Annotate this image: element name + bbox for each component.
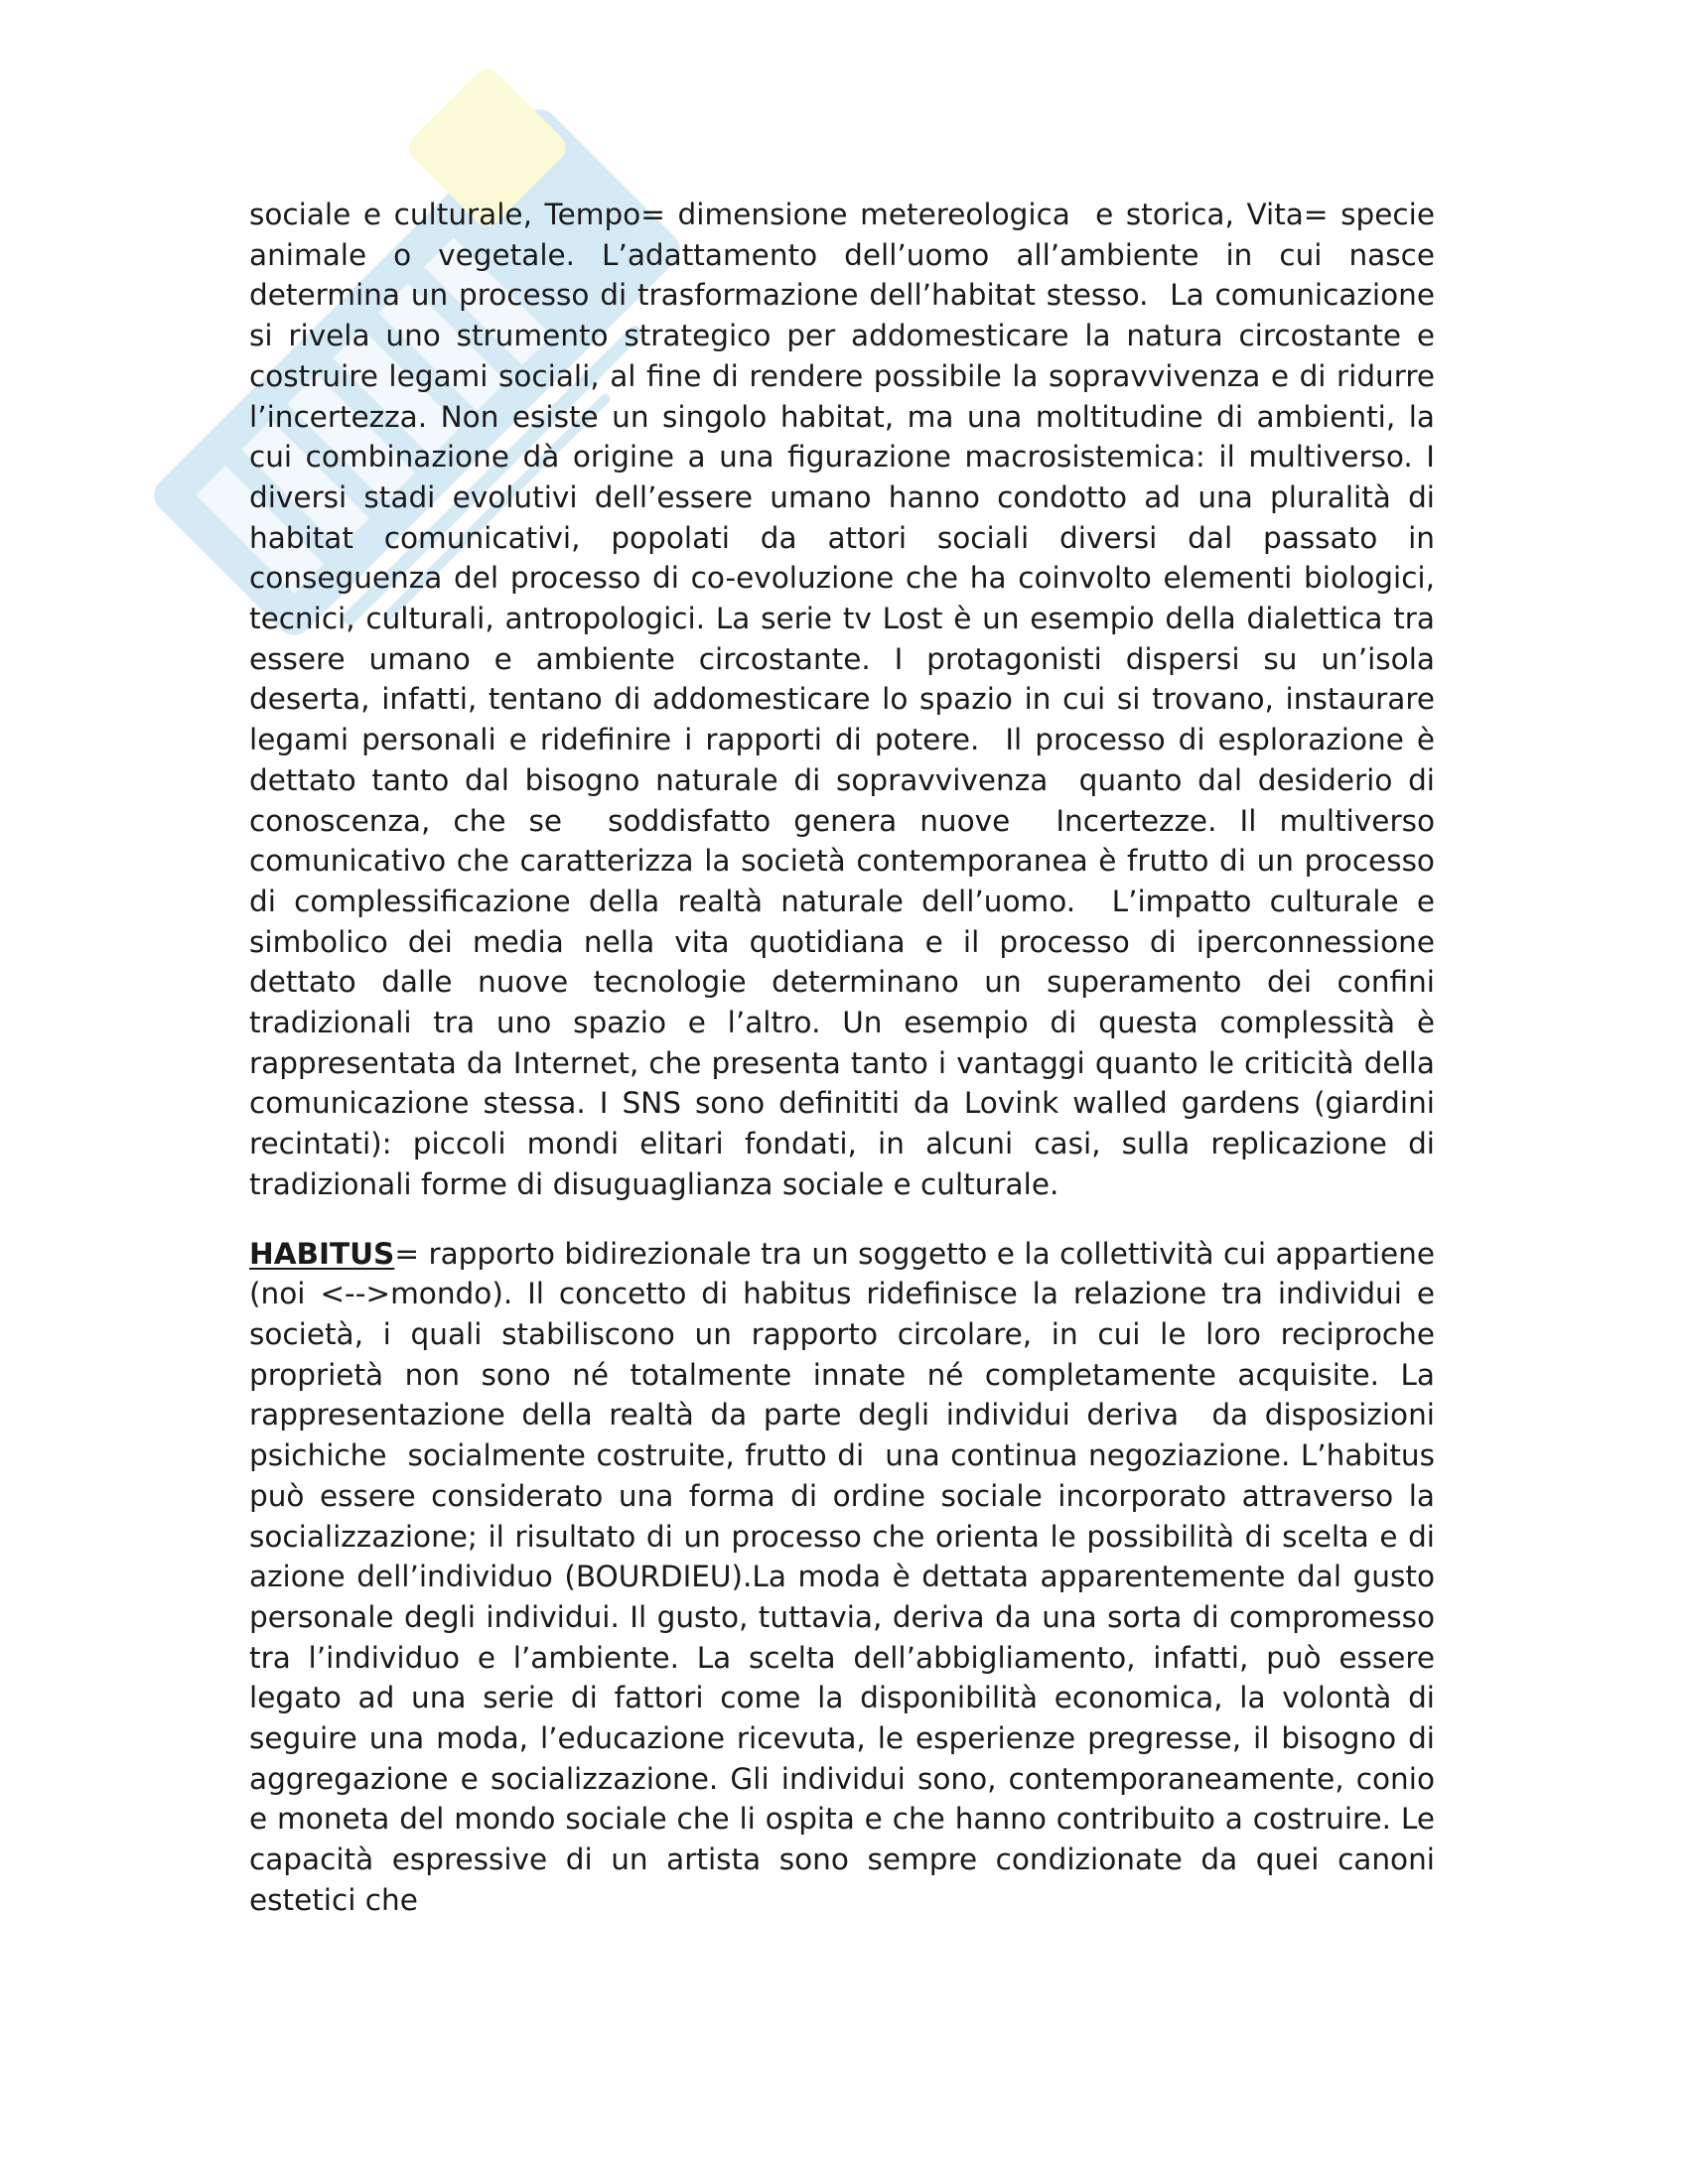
habitus-term: HABITUS — [249, 1236, 395, 1271]
document-body — [249, 195, 1454, 1921]
paragraph-habitat: sociale e culturale, Tempo= dimensione metereologica e storica, Vita= specie animale o vegetale. L’adattamento dell’uomo all’ambiente in cui nasce determina un processo di trasformazione dell’habitat stesso. La comunicazione si rivela uno strumento strategico per addomesticare la natura circostante e costruire legami sociali, al fine di rendere possibile la sopravvivenza e di ridurre l’incertezza. Non esiste un singolo habitat, ma una moltitudine di ambienti, la cui combinazione dà origine a una figurazione macrosistemica: il multiverso. I diversi stadi evolutivi dell’essere umano hanno condotto ad una pluralità di habitat comunicativi, popolati da attori sociali diversi dal passato in conseguenza del processo di co-evoluzione che ha coinvolto elementi biologici, tecnici, culturali, antropologici. La serie tv Lost è un esempio della dialettica tra essere umano e ambiente circostante. I protagonisti dispersi su un’isola deserta, infatti, tentano di addomesticare lo spazio in cui si trovano, instaurare legami personali e ridefinire i rapporti di potere. Il processo di esplorazione è dettato tanto dal bisogno naturale di sopravvivenza quanto dal desiderio di conoscenza, che se soddisfatto genera nuove Incertezze. Il multiverso comunicativo che caratterizza la società contemporanea è frutto di un processo di complessificazione della realtà naturale dell’uomo. L’impatto culturale e simbolico dei media nella vita quotidiana e il processo di iperconnessione dettato dalle nuove tecnologie determinano un superamento dei confini tradizionali tra uno spazio e l’altro. Un esempio di questa complessità è rappresentata da Internet, che presenta tanto i vantaggi quanto le criticità della comunicazione stessa. I SNS sono definititi da Lovink walled gardens (giardini recintati): piccoli mondi elitari fondati, in alcuni casi, sulla replicazione di tradizionali forme di disuguaglianza sociale e culturale. — [249, 198, 1454, 1201]
paragraph-habitus — [249, 1234, 1454, 1921]
habitus-definition: = rapporto bidirezionale tra un soggetto e la collettività cui appartiene (noi <-->mondo). Il concetto di habitus ridefinisce la relazione tra individui e società, i quali stabiliscono un rapporto circolare, in cui le loro reciproche proprietà non sono né totalmente innate né completamente acquisite. La rappresentazione della realtà da parte degli individui deriva da disposizioni psichiche socialmente costruite, frutto di una continua negoziazione. L’habitus può essere considerato una forma di ordine sociale incorporato attraverso la socializzazione; il risultato di un processo che orienta le possibilità di scelta e di azione dell’individuo (BOURDIEU).La moda è dettata apparentemente dal gusto personale degli individui. Il gusto, tuttavia, deriva da una sorta di compromesso tra l’individuo e l’ambiente. La scelta dell’abbigliamento, infatti, può essere legato ad una serie di fattori come la disponibilità economica, la volontà di seguire una moda, l’educazione ricevuta, le esperienze pregresse, il bisogno di aggregazione e socializzazione. Gli individui sono, contemporaneamente, conio e moneta del mondo sociale che li ospita e che hanno contribuito a costruire. Le capacità espressive di un artista sono sempre condizionate da quei canoni estetici che — [249, 1236, 1454, 1917]
